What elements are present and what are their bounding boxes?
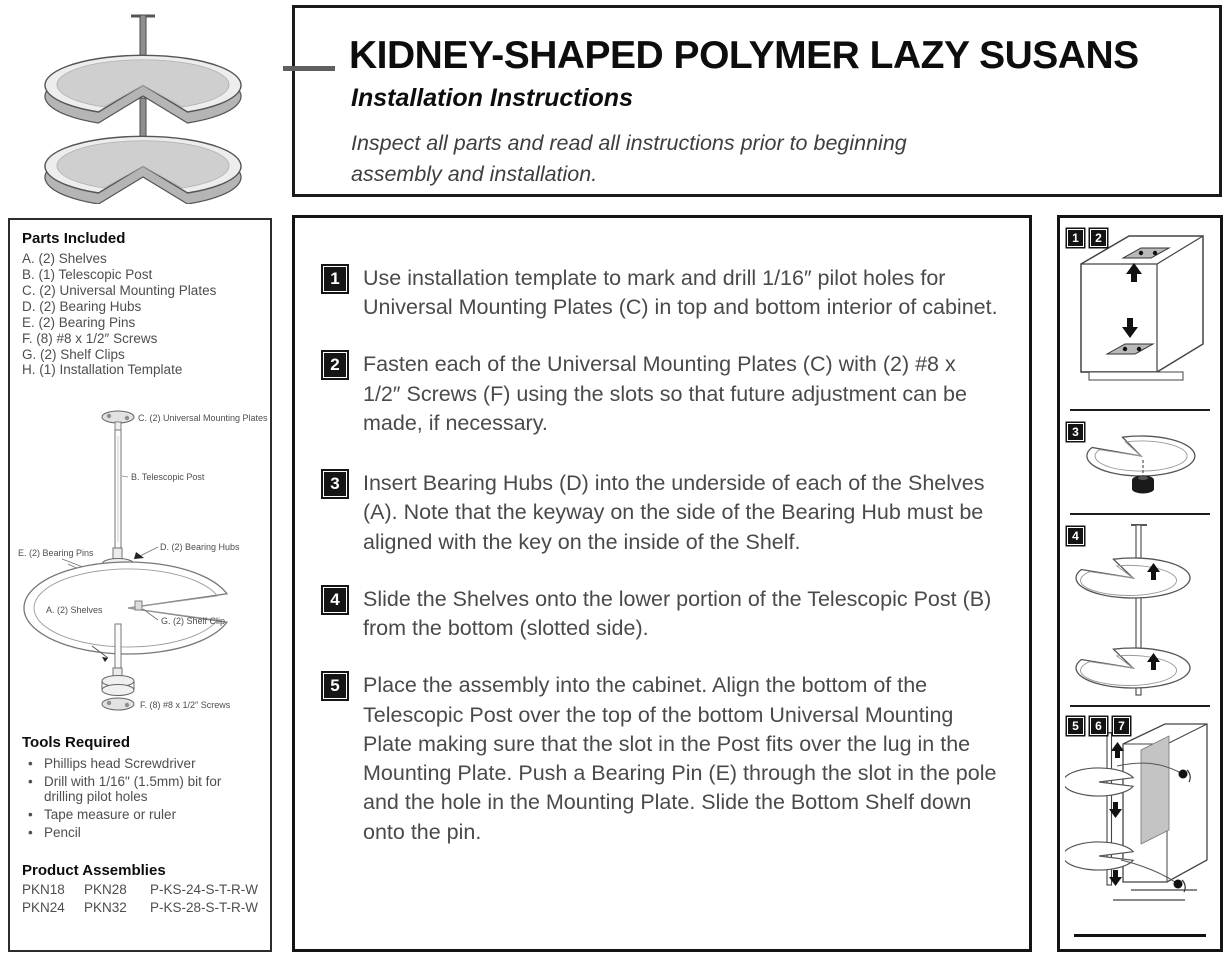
tool-item: • Phillips head Screwdriver xyxy=(22,756,260,772)
label-screws: F. (8) #8 x 1/2″ Screws xyxy=(140,700,231,710)
page-title: KIDNEY-SHAPED POLYMER LAZY SUSANS xyxy=(349,34,1139,77)
figure-4-badges xyxy=(1067,527,1084,545)
figure-divider xyxy=(1070,409,1210,411)
figure-1-2-badges xyxy=(1067,229,1107,247)
shelves-on-post-drawing xyxy=(1065,520,1215,700)
parts-item: B. (1) Telescopic Post xyxy=(22,266,153,282)
figure-badge-6: 6 xyxy=(1090,717,1107,735)
step-3-text: Insert Bearing Hubs (D) into the underside of each of the Shelves (A). Note that the keyway on the side of the Bearing Hub must be aligned with the key on the inside of the Shelf. xyxy=(363,471,985,554)
step-2-text: Fasten each of the Universal Mounting Plates (C) with (2) #8 x 1/2″ Screws (F) using the slots so that future adjustment can be made, if necessary. xyxy=(363,352,967,435)
step-4-text: Slide the Shelves onto the lower portion of the Telescopic Post (B) from the bottom (slotted side). xyxy=(363,586,992,641)
step-5 xyxy=(321,671,1011,846)
parts-item: A. (2) Shelves xyxy=(22,251,107,266)
step-1 xyxy=(321,264,1011,322)
figure-badge-7: 7 xyxy=(1113,717,1130,735)
label-bearing-pins: E. (2) Bearing Pins xyxy=(18,548,94,558)
assembly-code: PKN32 xyxy=(84,900,127,915)
step-1-text: Use installation template to mark and drill 1/16″ pilot holes for Universal Mounting Plates (C) in top and bottom interior of cabinet. xyxy=(363,266,998,320)
figure-steps-1-2 xyxy=(1060,222,1220,392)
parts-item: C. (2) Universal Mounting Plates xyxy=(22,282,217,298)
label-shelf-clip: G. (2) Shelf Clip xyxy=(161,616,226,626)
figure-badge-5: 5 xyxy=(1067,717,1084,735)
assembly-into-cabinet-drawing xyxy=(1065,710,1215,920)
assembly-code: P-KS-24-S-T-R-W xyxy=(150,882,258,897)
tool-item: • Drill with 1/16" (1.5mm) bit for drilling pilot holes xyxy=(22,774,260,805)
header-dash xyxy=(283,66,335,71)
tools-required-section xyxy=(22,734,260,842)
figure-badge-3: 3 xyxy=(1067,423,1084,441)
product-assemblies-section xyxy=(22,862,258,915)
step-4 xyxy=(321,585,1011,643)
label-shelves: A. (2) Shelves xyxy=(46,605,103,615)
tool-item: • Tape measure or ruler xyxy=(22,807,260,823)
product-illustration xyxy=(28,6,258,204)
assembly-code: PKN18 xyxy=(22,882,65,897)
label-bearing-hubs: D. (2) Bearing Hubs xyxy=(160,542,240,552)
cabinet-plates-drawing xyxy=(1065,222,1215,392)
tools-required-heading: Tools Required xyxy=(22,734,131,751)
assembly-code: P-KS-28-S-T-R-W xyxy=(150,900,258,915)
exploded-diagram xyxy=(10,396,270,723)
figure-badge-1: 1 xyxy=(1067,229,1084,247)
parts-item: F. (8) #8 x 1/2″ Screws xyxy=(22,330,158,346)
parts-included-list xyxy=(22,251,216,378)
figures-panel xyxy=(1057,215,1223,952)
figure-step-3 xyxy=(1060,416,1220,508)
step-3-number: 3 xyxy=(323,471,347,497)
parts-included-section xyxy=(22,230,216,378)
figure-divider xyxy=(1070,705,1210,707)
label-mounting-plates: C. (2) Universal Mounting Plates xyxy=(138,413,268,423)
figure-step-4 xyxy=(1060,520,1220,700)
header-note: Inspect all parts and read all instructions prior to beginning assembly and installation. xyxy=(351,131,907,187)
parts-item: D. (2) Bearing Hubs xyxy=(22,298,142,314)
shelf-hub-drawing xyxy=(1065,416,1215,508)
parts-panel xyxy=(8,218,272,952)
figure-badge-4: 4 xyxy=(1067,527,1084,545)
assembly-code: PKN24 xyxy=(22,900,65,915)
label-telescopic-post: B. Telescopic Post xyxy=(131,472,205,482)
step-2-number: 2 xyxy=(323,352,347,378)
step-5-text: Place the assembly into the cabinet. Align the bottom of the Telescopic Post over the top of the bottom Universal Mounting Plate making sure that the slot in the Post fits over the lug in the Mounting Plate. Push a Bearing Pin (E) through the slot in the pole and the hole in the Mounting Plate. Slide the Bottom Shelf down onto the pin. xyxy=(363,673,997,844)
step-2 xyxy=(321,350,1011,438)
step-1-number: 1 xyxy=(323,266,347,292)
figure-badge-2: 2 xyxy=(1090,229,1107,247)
figure-3-badges xyxy=(1067,423,1084,441)
figure-bottom-rule xyxy=(1074,934,1206,937)
figure-5-6-7-badges xyxy=(1067,717,1130,735)
header xyxy=(292,5,1222,197)
instructions-panel xyxy=(292,215,1032,952)
tools-required-list xyxy=(22,756,260,840)
parts-included-heading: Parts Included xyxy=(22,230,126,247)
page-subtitle: Installation Instructions xyxy=(351,84,633,112)
product-assemblies-heading: Product Assemblies xyxy=(22,862,166,879)
step-5-number: 5 xyxy=(323,673,347,699)
parts-item: E. (2) Bearing Pins xyxy=(22,314,136,330)
assembly-row xyxy=(22,900,258,915)
parts-item: G. (2) Shelf Clips xyxy=(22,346,125,362)
assembly-code: PKN28 xyxy=(84,882,127,897)
figure-divider xyxy=(1070,513,1210,515)
figure-steps-5-6-7 xyxy=(1060,710,1220,920)
tool-item: • Pencil xyxy=(22,825,260,841)
step-3 xyxy=(321,469,1011,557)
parts-item: H. (1) Installation Template xyxy=(22,362,183,378)
step-4-number: 4 xyxy=(323,587,347,613)
assembly-row xyxy=(22,882,258,897)
